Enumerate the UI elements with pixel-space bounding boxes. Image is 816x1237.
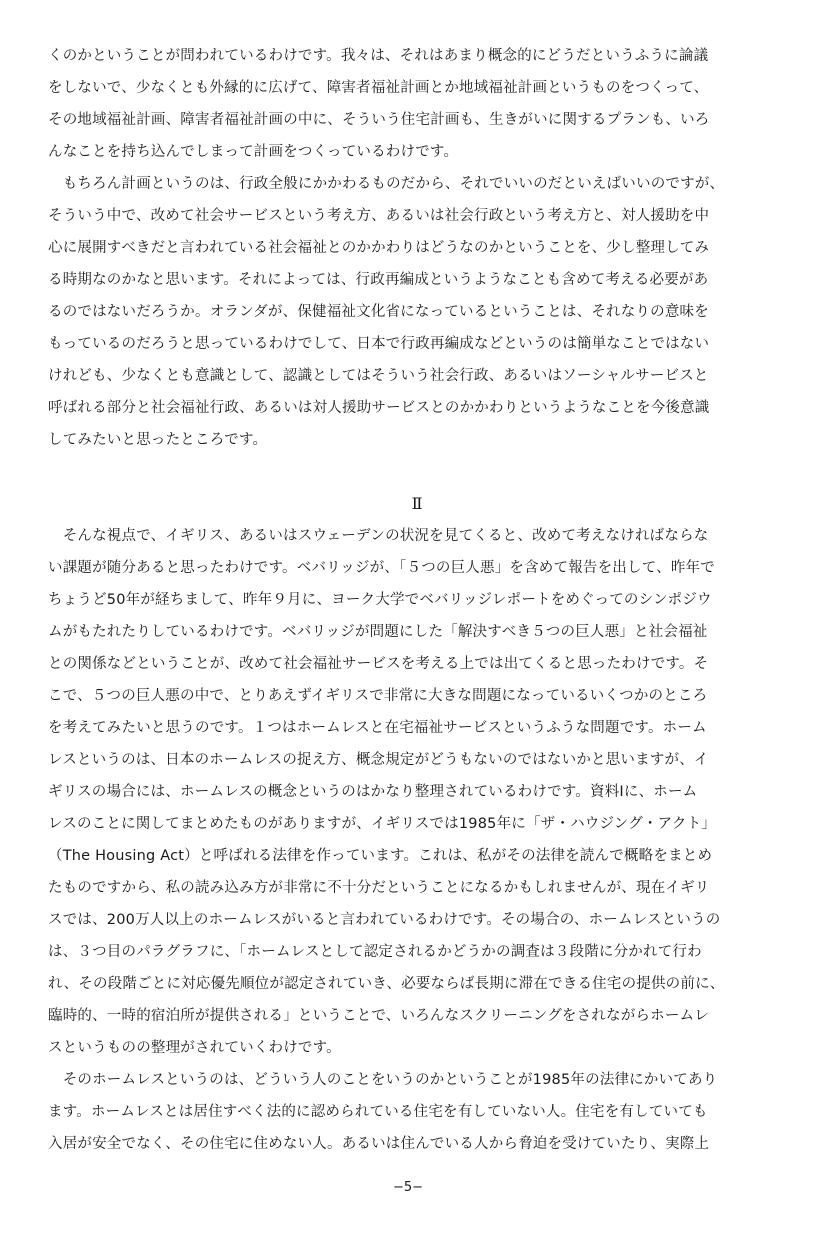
text-line: は、３つ目のパラグラフに、「ホームレスとして認定されるかどうかの調査は３段階に分かれて行わ [48, 944, 702, 960]
text-line: ちょうど50年が経ちまして、昨年９月に、ヨーク大学でベバリッジレポートをめぐってのシンポジウ [48, 592, 712, 608]
text-line: スというものの整理がされていくわけです。 [48, 1040, 341, 1056]
paragraph-1 [48, 40, 786, 168]
text-line: ギリスの場合には、ホームレスの概念というのはかなり整理されているわけです。資料Ⅰに、ホーム [48, 784, 698, 800]
paragraph-3 [48, 520, 786, 1064]
text-line: けれども、少なくとも意識として、認識としてはそういう社会行政、あるいはソーシャルサービスと [48, 368, 709, 384]
text-line: 心に展開すべきだと言われている社会福祉とのかかわりはどうなのかということを、少し整理してみ [48, 240, 710, 256]
text-line: んなことを持ち込んでしまって計画をつくっているわけです。 [48, 144, 459, 160]
paragraph-2 [48, 168, 786, 456]
text-line: そんな視点で、イギリス、あるいはスウェーデンの状況を見てくると、改めて考えなければならな [48, 528, 709, 544]
text-line: たものですから、私の読み込み方が非常に不十分だということになるかもしれませんが、現在イギリ [48, 880, 710, 896]
section-heading: Ⅱ [411, 494, 423, 513]
text-line: をしないで、少なくとも外縁的に広げて、障害者福祉計画とか地域福祉計画というものをつくって、 [48, 80, 709, 96]
text-line: そのホームレスというのは、どういう人のことをいうのかということが1985年の法律にかいてあり [48, 1072, 718, 1088]
text-line: ます。ホームレスとは居住すべく法的に認められている住宅を有していない人。住宅を有していても [48, 1104, 708, 1120]
section-one-body [48, 40, 786, 456]
section-two-body [48, 520, 786, 1160]
page-number: −5− [392, 1180, 424, 1195]
text-line: （The Housing Act）と呼ばれる法律を作っています。これは、私がその法律を読んで概略をまとめ [48, 848, 713, 864]
text-line: スでは、200万人以上のホームレスがいると言われているわけです。その場合の、ホームレスというの [48, 912, 721, 928]
text-line: そういう中で、改めて社会サービスという考え方、あるいは社会行政という考え方と、対人援助を中 [48, 208, 710, 224]
text-line: との関係などということが、改めて社会福祉サービスを考える上では出てくると思ったわけです。そ [48, 656, 709, 672]
text-line: してみたいと思ったところです。 [48, 432, 268, 448]
paragraph-4 [48, 1064, 786, 1160]
text-line: その地域福祉計画、障害者福祉計画の中に、そういう住宅計画も、生きがいに関するプランも、いろ [48, 112, 710, 128]
text-line: くのかということが問われているわけです。我々は、それはあまり概念的にどうだというふうに論議 [48, 48, 709, 64]
document-page [48, 40, 786, 1160]
text-line: 呼ばれる部分と社会福祉行政、あるいは対人援助サービスとのかかわりというようなことを今後意識 [48, 400, 710, 416]
text-line: こで、５つの巨人悪の中で、とりあえずイギリスで非常に大きな問題になっているいくつかのところ [48, 688, 708, 704]
text-line: もちろん計画というのは、行政全般にかかわるものだから、それでいいのだといえばいいのですが、 [48, 176, 725, 192]
text-line: ムがもたれたりしているわけです。ベバリッジが問題にした「解決すべき５つの巨人悪」と社会福祉 [48, 624, 708, 640]
text-line: レスのことに関してまとめたものがありますが、イギリスでは1985年に「ザ・ハウジング・アクト」 [48, 816, 716, 832]
text-line: れ、その段階ごとに対応優先順位が認定されていき、必要ならば長期に滞在できる住宅の提供の前に、 [48, 976, 725, 992]
text-line: い課題が随分あると思ったわけです。ベバリッジが、「５つの巨人悪」を含めて報告を出して、昨年で [48, 560, 715, 576]
text-line: る時期なのかなと思います。それによっては、行政再編成というようなことも含めて考える必要があ [48, 272, 709, 288]
text-line: 臨時的、一時的宿泊所が提供される」ということで、いろんなスクリーニングをされながらホームレ [48, 1008, 709, 1024]
text-line: るのではないだろうか。オランダが、保健福祉文化省になっているということは、それなりの意味を [48, 304, 709, 320]
text-line: もっているのだろうと思っているわけでして、日本で行政再編成などというのは簡単なことではない [48, 336, 710, 352]
text-line: レスというのは、日本のホームレスの捉え方、概念規定がどうもないのではないかと思いますが、イ [48, 752, 709, 768]
text-line: 入居が安全でなく、その住宅に住めない人。あるいは住んでいる人から脅迫を受けていたり、実際上 [48, 1136, 710, 1152]
text-line: を考えてみたいと思うのです。１つはホームレスと在宅福祉サービスというふうな問題です。ホーム [48, 720, 707, 736]
